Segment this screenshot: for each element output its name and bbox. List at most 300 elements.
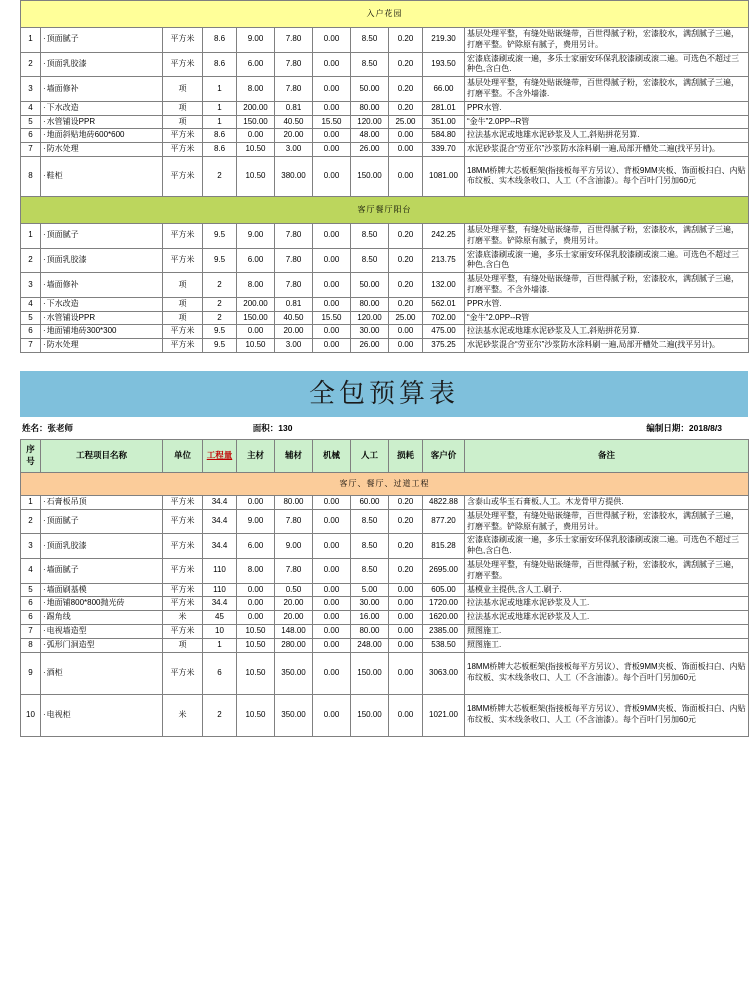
header-no [21,439,41,472]
row-unit: 平方米 [163,583,203,597]
table-row [21,311,749,325]
row-customer-price: 4822.88 [423,495,465,509]
row-labor: 150.00 [351,652,389,694]
row-no: 5 [21,115,41,129]
row-qty: 1 [203,115,237,129]
row-customer-price: 281.01 [423,101,465,115]
row-qty: 1 [203,77,237,102]
row-labor: 30.00 [351,325,389,339]
row-machinery: 0.00 [313,597,351,611]
row-item-name: · 顶面腻子 [41,509,163,534]
row-qty: 9.5 [203,248,237,273]
row-customer-price: 562.01 [423,297,465,311]
row-main-material: 200.00 [237,297,275,311]
row-no: 5 [21,311,41,325]
row-machinery: 0.00 [313,611,351,625]
row-labor: 26.00 [351,143,389,157]
row-unit: 平方米 [163,339,203,353]
row-main-material: 6.00 [237,52,275,77]
table-row [21,694,749,736]
row-customer-price: 219.30 [423,28,465,53]
row-remark: 宏漆底漆刷或滚一遍，多乐士家丽安环保乳胶漆刷或滚二遍。可选色不超过三种色,含白色 [465,248,749,273]
row-no: 2 [21,52,41,77]
row-customer-price: 2385.00 [423,624,465,638]
row-remark: 基层处理平整，有缝处贴嵌缝带，百世得腻子粉，宏漆胶水，满刮腻子三遍，打磨平整。铲除原有腻子，费用另计。 [465,509,749,534]
row-aux-material: 80.00 [275,495,313,509]
row-unit: 项 [163,638,203,652]
row-remark: 水泥砂浆混合“劳亚尔”沙浆防水涂料刷一遍,局部开槽处二遍(找平另计)。 [465,339,749,353]
table-row [21,611,749,625]
row-item-name: · 酒柜 [41,652,163,694]
row-main-material: 150.00 [237,311,275,325]
row-remark: 基层处理平整，有缝处贴嵌缝带，百世得腻子粉，宏漆胶水，满刮腻子三遍，打磨平整。不含外墙漆. [465,77,749,102]
row-machinery: 0.00 [313,297,351,311]
row-customer-price: 1081.00 [423,156,465,196]
row-item-name: · 电视柜 [41,694,163,736]
row-unit: 平方米 [163,509,203,534]
row-loss: 0.20 [389,558,423,583]
row-main-material: 9.00 [237,509,275,534]
row-unit: 项 [163,101,203,115]
row-item-name: · 顶面乳胶漆 [41,248,163,273]
table-row [21,509,749,534]
row-labor: 248.00 [351,638,389,652]
row-main-material: 9.00 [237,223,275,248]
customer-name-label: 姓名：张老师 [22,422,74,433]
row-item-name: · 地面铺地砖300*300 [41,325,163,339]
row-labor: 8.50 [351,28,389,53]
row-unit: 平方米 [163,534,203,559]
row-unit: 平方米 [163,52,203,77]
table-row [21,495,749,509]
row-machinery: 0.00 [313,652,351,694]
row-qty: 1 [203,101,237,115]
row-remark: 宏漆底漆刷或滚一遍，多乐士家丽安环保乳胶漆刷或滚二遍。可选色不超过三种色,含白色. [465,534,749,559]
row-machinery: 0.00 [313,156,351,196]
row-remark: “金牛”2.0PP--R管 [465,115,749,129]
row-main-material: 0.00 [237,129,275,143]
row-customer-price: 475.00 [423,325,465,339]
row-main-material: 8.00 [237,273,275,298]
section-band-living-dining-hallway: 客厅、餐厅、过道工程 [21,472,749,495]
row-remark: 照图施工. [465,624,749,638]
row-loss: 0.00 [389,143,423,157]
section-entry-garden [21,1,749,197]
table-row [21,624,749,638]
row-main-material: 150.00 [237,115,275,129]
row-no: 3 [21,534,41,559]
header-machinery: 机械 [313,439,351,472]
row-unit: 项 [163,311,203,325]
section-band-row [21,472,749,495]
row-labor: 120.00 [351,311,389,325]
row-machinery: 0.00 [313,509,351,534]
header-quantity: 工程量 [203,439,237,472]
row-no: 7 [21,624,41,638]
row-customer-price: 815.28 [423,534,465,559]
row-machinery: 0.00 [313,223,351,248]
row-aux-material: 9.00 [275,534,313,559]
row-item-name: · 弧形门洞造型 [41,638,163,652]
row-aux-material: 20.00 [275,325,313,339]
row-qty: 2 [203,273,237,298]
row-item-name: · 顶面乳胶漆 [41,534,163,559]
row-item-name: · 石膏板吊顶 [41,495,163,509]
table-row [21,223,749,248]
row-item-name: · 水管铺设PPR [41,115,163,129]
row-item-name: · 下水改造 [41,297,163,311]
row-item-name: · 墙面刷基模 [41,583,163,597]
section-band-entry-garden: 入户花园 [21,1,749,28]
row-item-name: · 顶面腻子 [41,28,163,53]
budget-table-main [20,439,749,737]
row-loss: 0.00 [389,597,423,611]
row-machinery: 0.00 [313,325,351,339]
table-row [21,28,749,53]
row-qty: 34.4 [203,534,237,559]
row-no: 7 [21,339,41,353]
row-no: 4 [21,101,41,115]
row-no: 2 [21,509,41,534]
row-remark: PPR水管. [465,297,749,311]
document-info-row [20,417,748,439]
row-main-material: 0.00 [237,325,275,339]
table-row [21,77,749,102]
row-item-name: · 顶面腻子 [41,223,163,248]
row-unit: 米 [163,611,203,625]
row-machinery: 0.00 [313,583,351,597]
row-main-material: 10.50 [237,638,275,652]
row-main-material: 10.50 [237,156,275,196]
row-loss: 0.20 [389,28,423,53]
row-item-name: · 地面斜贴地砖600*600 [41,129,163,143]
row-aux-material: 380.00 [275,156,313,196]
row-unit: 米 [163,694,203,736]
row-unit: 项 [163,115,203,129]
table-row [21,101,749,115]
row-qty: 9.5 [203,325,237,339]
row-aux-material: 148.00 [275,624,313,638]
row-loss: 0.00 [389,129,423,143]
row-customer-price: 1620.00 [423,611,465,625]
row-qty: 1 [203,638,237,652]
table-row [21,597,749,611]
header-labor: 人工 [351,439,389,472]
row-remark: 拉法基水泥或地雄水泥砂浆及人工. [465,611,749,625]
row-no: 3 [21,77,41,102]
row-labor: 8.50 [351,534,389,559]
row-unit: 平方米 [163,558,203,583]
row-unit: 项 [163,77,203,102]
sheet-spacer [0,353,750,371]
row-unit: 项 [163,297,203,311]
row-aux-material: 7.80 [275,52,313,77]
row-loss: 0.20 [389,495,423,509]
row-item-name: · 防水处理 [41,339,163,353]
header-no-line1: 序 [26,444,35,455]
page-title: 全包预算表 [20,371,748,417]
row-labor: 120.00 [351,115,389,129]
row-aux-material: 7.80 [275,248,313,273]
row-main-material: 10.50 [237,143,275,157]
row-item-name: · 水管铺设PPR [41,311,163,325]
row-customer-price: 584.80 [423,129,465,143]
section-band-row [21,1,749,28]
row-machinery: 0.00 [313,248,351,273]
row-labor: 8.50 [351,223,389,248]
row-unit: 平方米 [163,28,203,53]
row-qty: 6 [203,652,237,694]
row-customer-price: 242.25 [423,223,465,248]
row-remark: PPR水管. [465,101,749,115]
table-row [21,115,749,129]
row-customer-price: 132.00 [423,273,465,298]
row-loss: 0.00 [389,611,423,625]
row-unit: 平方米 [163,597,203,611]
header-unit: 单位 [163,439,203,472]
table-row [21,558,749,583]
row-labor: 80.00 [351,624,389,638]
row-unit: 平方米 [163,156,203,196]
section-living-dining-balcony [21,196,749,352]
row-unit: 平方米 [163,652,203,694]
row-labor: 48.00 [351,129,389,143]
row-labor: 60.00 [351,495,389,509]
row-main-material: 10.50 [237,652,275,694]
table-row [21,534,749,559]
row-labor: 16.00 [351,611,389,625]
row-qty: 45 [203,611,237,625]
row-no: 6 [21,611,41,625]
row-loss: 0.20 [389,77,423,102]
header-no-line2: 号 [26,455,35,466]
row-no: 8 [21,156,41,196]
row-customer-price: 702.00 [423,311,465,325]
row-machinery: 0.00 [313,143,351,157]
row-aux-material: 350.00 [275,694,313,736]
row-customer-price: 1720.00 [423,597,465,611]
row-qty: 10 [203,624,237,638]
row-labor: 8.50 [351,558,389,583]
row-machinery: 0.00 [313,638,351,652]
row-labor: 150.00 [351,156,389,196]
row-item-name: · 地面铺800*800抛光砖 [41,597,163,611]
table-row [21,52,749,77]
row-labor: 150.00 [351,694,389,736]
row-loss: 0.20 [389,273,423,298]
row-aux-material: 0.81 [275,297,313,311]
header-item-name: 工程项目名称 [41,439,163,472]
row-customer-price: 193.50 [423,52,465,77]
row-remark: 拉法基水泥或地雄水泥砂浆及人工,斜贴拼花另算. [465,129,749,143]
row-aux-material: 0.81 [275,101,313,115]
row-labor: 50.00 [351,77,389,102]
row-qty: 9.5 [203,223,237,248]
row-no: 4 [21,558,41,583]
row-loss: 0.00 [389,638,423,652]
table-row [21,129,749,143]
row-machinery: 0.00 [313,624,351,638]
row-machinery: 0.00 [313,77,351,102]
row-aux-material: 3.00 [275,143,313,157]
row-main-material: 0.00 [237,583,275,597]
row-main-material: 10.50 [237,624,275,638]
row-aux-material: 20.00 [275,129,313,143]
row-labor: 30.00 [351,597,389,611]
row-item-name: · 踢角线 [41,611,163,625]
row-no: 7 [21,143,41,157]
row-unit: 平方米 [163,223,203,248]
row-machinery: 0.00 [313,558,351,583]
row-no: 1 [21,223,41,248]
row-qty: 8.6 [203,28,237,53]
row-item-name: · 防水处理 [41,143,163,157]
row-qty: 34.4 [203,495,237,509]
row-main-material: 10.50 [237,694,275,736]
header-aux-material: 辅材 [275,439,313,472]
row-loss: 0.20 [389,534,423,559]
row-unit: 平方米 [163,129,203,143]
row-machinery: 0.00 [313,339,351,353]
row-qty: 8.6 [203,143,237,157]
row-item-name: · 墙面修补 [41,273,163,298]
row-aux-material: 0.50 [275,583,313,597]
row-no: 5 [21,583,41,597]
row-aux-material: 40.50 [275,311,313,325]
row-labor: 26.00 [351,339,389,353]
row-unit: 平方米 [163,248,203,273]
row-customer-price: 351.00 [423,115,465,129]
row-labor: 80.00 [351,297,389,311]
row-qty: 2 [203,311,237,325]
table-row [21,273,749,298]
row-no: 6 [21,325,41,339]
row-remark: 拉法基水泥或地雄水泥砂浆及人工,斜贴拼花另算. [465,325,749,339]
row-aux-material: 20.00 [275,611,313,625]
row-machinery: 0.00 [313,28,351,53]
row-qty: 8.6 [203,52,237,77]
row-main-material: 200.00 [237,101,275,115]
row-loss: 0.20 [389,509,423,534]
budget-table-top [20,0,749,353]
table-row [21,156,749,196]
row-remark: 含泰山或华玉石膏板,人工。木龙骨甲方提供. [465,495,749,509]
row-item-name: · 顶面乳胶漆 [41,52,163,77]
header-main-material: 主材 [237,439,275,472]
row-aux-material: 7.80 [275,223,313,248]
row-item-name: · 下水改造 [41,101,163,115]
row-remark: 18MM桥牌大芯板框架(指接板每平方另议）、背板9MM夹板、饰面板扫白、内贴布纹板、实木线条收口、人工（不含油漆）。每个百叶门另加60元 [465,694,749,736]
row-main-material: 9.00 [237,28,275,53]
row-no: 10 [21,694,41,736]
row-remark: 水泥砂浆混合“劳亚尔”沙浆防水涂料刷一遍,局部开槽处二遍(找平另计)。 [465,143,749,157]
row-labor: 8.50 [351,248,389,273]
section-band-row [21,196,749,223]
row-main-material: 6.00 [237,534,275,559]
row-loss: 0.20 [389,248,423,273]
row-remark: 基层处理平整，有缝处贴嵌缝带，百世得腻子粉，宏漆胶水，满刮腻子三遍，打磨平整。铲除原有腻子，费用另计。 [465,28,749,53]
table-row [21,638,749,652]
row-customer-price: 877.20 [423,509,465,534]
row-qty: 34.4 [203,597,237,611]
row-aux-material: 350.00 [275,652,313,694]
row-loss: 0.00 [389,339,423,353]
row-remark: 18MM桥牌大芯板框架(指接板每平方另议）、背板9MM夹板、饰面板扫白、内贴布纹板、实木线条收口、人工（不含油漆）。每个百叶门另加60元 [465,652,749,694]
row-no: 2 [21,248,41,273]
row-qty: 110 [203,558,237,583]
row-aux-material: 7.80 [275,28,313,53]
area-label: 面积：130 [252,422,293,433]
row-main-material: 0.00 [237,495,275,509]
row-item-name: · 墙面腻子 [41,558,163,583]
row-loss: 0.00 [389,652,423,694]
table-header-row [21,439,749,472]
row-machinery: 0.00 [313,101,351,115]
row-aux-material: 7.80 [275,558,313,583]
row-labor: 50.00 [351,273,389,298]
row-loss: 25.00 [389,115,423,129]
row-qty: 2 [203,297,237,311]
row-qty: 8.6 [203,129,237,143]
row-remark: 基层处理平整，有缝处贴嵌缝带，百世得腻子粉，宏漆胶水，满刮腻子三遍，打磨平整。铲除原有腻子，费用另计。 [465,223,749,248]
row-remark: 宏漆底漆刷或滚一遍，多乐士家丽安环保乳胶漆刷或滚二遍。可选色不超过三种色,含白色. [465,52,749,77]
row-item-name: · 鞋柜 [41,156,163,196]
row-unit: 平方米 [163,624,203,638]
row-loss: 0.00 [389,624,423,638]
row-no: 6 [21,129,41,143]
row-aux-material: 7.80 [275,509,313,534]
row-customer-price: 605.00 [423,583,465,597]
row-item-name: · 电视墙造型 [41,624,163,638]
row-aux-material: 3.00 [275,339,313,353]
row-remark: 18MM桥牌大芯板框架(指接板每平方另议）、背板9MM夹板、饰面板扫白、内贴布纹板、实木线条收口、人工（不含油漆）。每个百叶门另加60元 [465,156,749,196]
row-qty: 2 [203,694,237,736]
table-row [21,297,749,311]
row-aux-material: 7.80 [275,273,313,298]
row-loss: 0.20 [389,297,423,311]
row-customer-price: 66.00 [423,77,465,102]
row-loss: 0.00 [389,583,423,597]
row-loss: 0.00 [389,694,423,736]
row-aux-material: 7.80 [275,77,313,102]
row-customer-price: 339.70 [423,143,465,157]
row-remark: 基层处理平整，有缝处贴嵌缝带，百世得腻子粉，宏漆胶水，满刮腻子三遍，打磨平整。不含外墙漆. [465,273,749,298]
row-loss: 25.00 [389,311,423,325]
row-qty: 34.4 [203,509,237,534]
row-machinery: 0.00 [313,694,351,736]
row-unit: 平方米 [163,325,203,339]
row-no: 6 [21,597,41,611]
row-no: 4 [21,297,41,311]
row-qty: 110 [203,583,237,597]
row-loss: 0.00 [389,156,423,196]
header-loss: 损耗 [389,439,423,472]
row-customer-price: 2695.00 [423,558,465,583]
row-loss: 0.20 [389,223,423,248]
compile-date-label: 编制日期：2018/8/3 [646,422,722,433]
row-main-material: 6.00 [237,248,275,273]
row-customer-price: 213.75 [423,248,465,273]
row-customer-price: 3063.00 [423,652,465,694]
row-aux-material: 20.00 [275,597,313,611]
row-loss: 0.20 [389,52,423,77]
table-row [21,652,749,694]
row-remark: 基层处理平整，有缝处贴嵌缝带，百世得腻子粉，宏漆胶水，满刮腻子三遍，打磨平整。 [465,558,749,583]
row-remark: 拉法基水泥或地雄水泥砂浆及人工. [465,597,749,611]
row-customer-price: 538.50 [423,638,465,652]
row-labor: 8.50 [351,509,389,534]
row-no: 1 [21,28,41,53]
